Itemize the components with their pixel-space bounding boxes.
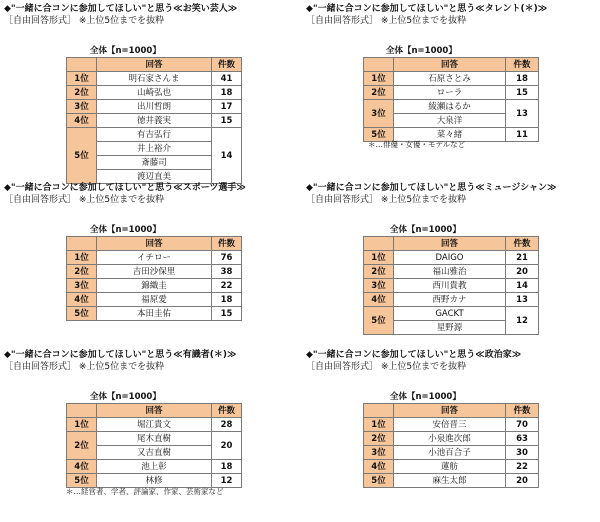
answer-cell: 出川哲朗	[97, 100, 212, 114]
rank-cell: 2位	[364, 86, 394, 100]
header-answer: 回答	[394, 404, 506, 418]
header-answer: 回答	[97, 58, 212, 72]
count-cell: 41	[212, 72, 242, 86]
answer-cell: 麻生太郎	[394, 474, 506, 488]
answer-cell: 尾木直樹	[97, 432, 212, 446]
table-row	[364, 474, 539, 488]
panel-subtitle: ［自由回答形式］ ※上位5位までを抜粋	[306, 16, 467, 26]
count-cell: 12	[506, 307, 539, 335]
table-row	[67, 418, 242, 432]
rank-cell: 1位	[364, 251, 394, 265]
header-answer: 回答	[394, 58, 506, 72]
header-answer: 回答	[97, 237, 212, 251]
header-count: 件数	[506, 404, 539, 418]
rank-cell: 2位	[364, 432, 394, 446]
panel-athletes	[4, 183, 294, 319]
answer-cell: 西野カナ	[394, 293, 506, 307]
panel-talents	[306, 4, 596, 149]
table-row	[364, 279, 539, 293]
ranking-table	[363, 403, 539, 488]
count-cell: 38	[212, 265, 242, 279]
table-row	[364, 251, 539, 265]
table-row	[67, 114, 242, 128]
rank-cell: 5位	[364, 474, 394, 488]
count-cell: 30	[506, 446, 539, 460]
rank-cell: 3位	[67, 100, 97, 114]
rank-cell: 4位	[67, 293, 97, 307]
answer-cell: 吉田沙保里	[97, 265, 212, 279]
panel-title: ◆"一緒に合コンに参加してほしい"と思う≪ミュージシャン≫	[306, 183, 557, 193]
answer-cell: 福山雅治	[394, 265, 506, 279]
panel-politicians	[306, 350, 596, 486]
table-row	[364, 86, 539, 100]
count-cell: 20	[506, 265, 539, 279]
panel-subtitle: ［自由回答形式］ ※上位5位までを抜粋	[306, 362, 467, 372]
rank-cell: 4位	[67, 460, 97, 474]
answer-cell: 蓮舫	[394, 460, 506, 474]
answer-cell: 綾瀬はるか	[394, 100, 506, 114]
rank-cell: 5位	[364, 128, 394, 142]
answer-cell: 斎藤司	[97, 156, 212, 170]
rank-cell: 2位	[67, 86, 97, 100]
panel-subtitle: ［自由回答形式］ ※上位5位までを抜粋	[306, 195, 467, 205]
header-blank	[67, 237, 97, 251]
answer-cell: 徳井義実	[97, 114, 212, 128]
table-row	[67, 128, 242, 142]
answer-cell: 又吉直樹	[97, 446, 212, 460]
rank-cell: 3位	[364, 279, 394, 293]
count-cell: 63	[506, 432, 539, 446]
count-cell: 70	[506, 418, 539, 432]
panel-total: 全体【n=1000】	[90, 46, 161, 56]
ranking-table	[66, 57, 242, 184]
header-answer: 回答	[394, 237, 506, 251]
table-row	[67, 265, 242, 279]
header-answer: 回答	[97, 404, 212, 418]
count-cell: 18	[506, 72, 539, 86]
count-cell: 14	[506, 279, 539, 293]
panel-total: 全体【n=1000】	[90, 225, 161, 235]
rank-cell: 5位	[67, 474, 97, 488]
rank-cell: 2位	[67, 265, 97, 279]
header-blank	[364, 404, 394, 418]
table-row	[364, 307, 539, 321]
count-cell: 15	[212, 307, 242, 321]
rank-cell: 3位	[67, 279, 97, 293]
table-row	[364, 265, 539, 279]
count-cell: 11	[506, 128, 539, 142]
rank-cell: 1位	[364, 72, 394, 86]
rank-cell: 3位	[364, 446, 394, 460]
panel-intellectuals	[4, 350, 294, 496]
count-cell: 12	[212, 474, 242, 488]
table-row	[67, 432, 242, 446]
ranking-table	[363, 57, 539, 142]
count-cell: 76	[212, 251, 242, 265]
count-cell: 17	[212, 100, 242, 114]
answer-cell: 福原愛	[97, 293, 212, 307]
answer-cell: 林修	[97, 474, 212, 488]
count-cell: 15	[506, 86, 539, 100]
count-cell: 18	[212, 86, 242, 100]
panel-musicians	[306, 183, 596, 333]
answer-cell: 堀江貴文	[97, 418, 212, 432]
answer-cell: ローラ	[394, 86, 506, 100]
table-row	[364, 72, 539, 86]
rank-cell: 1位	[67, 418, 97, 432]
rank-cell: 4位	[364, 293, 394, 307]
answer-cell: 小池百合子	[394, 446, 506, 460]
rank-cell: 4位	[67, 114, 97, 128]
answer-cell: GACKT	[394, 307, 506, 321]
header-blank	[364, 58, 394, 72]
rank-cell: 1位	[67, 251, 97, 265]
panel-title: ◆"一緒に合コンに参加してほしい"と思う≪政治家≫	[306, 350, 522, 360]
rank-cell: 4位	[364, 460, 394, 474]
table-row	[364, 460, 539, 474]
header-count: 件数	[506, 58, 539, 72]
table-row	[67, 86, 242, 100]
count-cell: 22	[212, 279, 242, 293]
panel-title: ◆"一緒に合コンに参加してほしい"と思う≪スポーツ選手≫	[4, 183, 246, 193]
panel-comedians	[4, 4, 294, 182]
table-row	[67, 100, 242, 114]
panel-subtitle: ［自由回答形式］ ※上位5位までを抜粋	[4, 195, 165, 205]
panel-total: 全体【n=1000】	[386, 46, 457, 56]
panel-subtitle: ［自由回答形式］ ※上位5位までを抜粋	[4, 362, 165, 372]
count-cell: 15	[212, 114, 242, 128]
answer-cell: 池上彰	[97, 460, 212, 474]
answer-cell: 大泉洋	[394, 114, 506, 128]
answer-cell: イチロー	[97, 251, 212, 265]
ranking-table	[363, 236, 539, 335]
answer-cell: 錦織圭	[97, 279, 212, 293]
header-count: 件数	[212, 404, 242, 418]
header-blank	[67, 58, 97, 72]
header-count: 件数	[212, 237, 242, 251]
ranking-table	[66, 403, 242, 488]
ranking-table	[66, 236, 242, 321]
count-cell: 13	[506, 293, 539, 307]
count-cell: 14	[212, 128, 242, 184]
rank-cell: 1位	[364, 418, 394, 432]
answer-cell: 明石家さんま	[97, 72, 212, 86]
header-count: 件数	[506, 237, 539, 251]
rank-cell: 3位	[364, 100, 394, 128]
table-row	[67, 293, 242, 307]
table-row	[67, 460, 242, 474]
panel-total: 全体【n=1000】	[90, 392, 161, 402]
count-cell: 13	[506, 100, 539, 128]
panel-title: ◆"一緒に合コンに参加してほしい"と思う≪お笑い芸人≫	[4, 4, 238, 14]
header-count: 件数	[212, 58, 242, 72]
answer-cell: 井上裕介	[97, 142, 212, 156]
answer-cell: 菜々緒	[394, 128, 506, 142]
table-row	[364, 432, 539, 446]
answer-cell: 西川貴教	[394, 279, 506, 293]
rank-cell: 5位	[67, 128, 97, 184]
answer-cell: 小泉進次郎	[394, 432, 506, 446]
table-row	[67, 307, 242, 321]
header-blank	[364, 237, 394, 251]
answer-cell: 星野源	[394, 321, 506, 335]
count-cell: 18	[212, 293, 242, 307]
panel-title: ◆"一緒に合コンに参加してほしい"と思う≪有識者(＊)≫	[4, 350, 237, 360]
answer-cell: 有吉弘行	[97, 128, 212, 142]
count-cell: 20	[506, 474, 539, 488]
count-cell: 21	[506, 251, 539, 265]
count-cell: 20	[212, 432, 242, 460]
footnote: ＊…俳優・女優・モデルなど	[368, 140, 466, 149]
table-row	[67, 279, 242, 293]
table-row	[67, 72, 242, 86]
header-blank	[67, 404, 97, 418]
answer-cell: 本田圭佑	[97, 307, 212, 321]
count-cell: 22	[506, 460, 539, 474]
table-row	[364, 100, 539, 114]
panel-subtitle: ［自由回答形式］ ※上位5位までを抜粋	[4, 16, 165, 26]
rank-cell: 2位	[67, 432, 97, 460]
rank-cell: 2位	[364, 265, 394, 279]
panel-total: 全体【n=1000】	[390, 225, 461, 235]
count-cell: 28	[212, 418, 242, 432]
count-cell: 18	[212, 460, 242, 474]
rank-cell: 5位	[67, 307, 97, 321]
table-row	[364, 293, 539, 307]
answer-cell: DAIGO	[394, 251, 506, 265]
rank-cell: 1位	[67, 72, 97, 86]
footnote: ＊…経営者、学者、評論家、作家、芸術家など	[66, 487, 224, 496]
table-row	[364, 446, 539, 460]
panel-title: ◆"一緒に合コンに参加してほしい"と思う≪タレント(＊)≫	[306, 4, 548, 14]
answer-cell: 渡辺直美	[97, 170, 212, 184]
panel-total: 全体【n=1000】	[390, 392, 461, 402]
rank-cell: 5位	[364, 307, 394, 335]
table-row	[364, 418, 539, 432]
answer-cell: 石原さとみ	[394, 72, 506, 86]
answer-cell: 安倍晋三	[394, 418, 506, 432]
answer-cell: 山崎弘也	[97, 86, 212, 100]
table-row	[67, 251, 242, 265]
